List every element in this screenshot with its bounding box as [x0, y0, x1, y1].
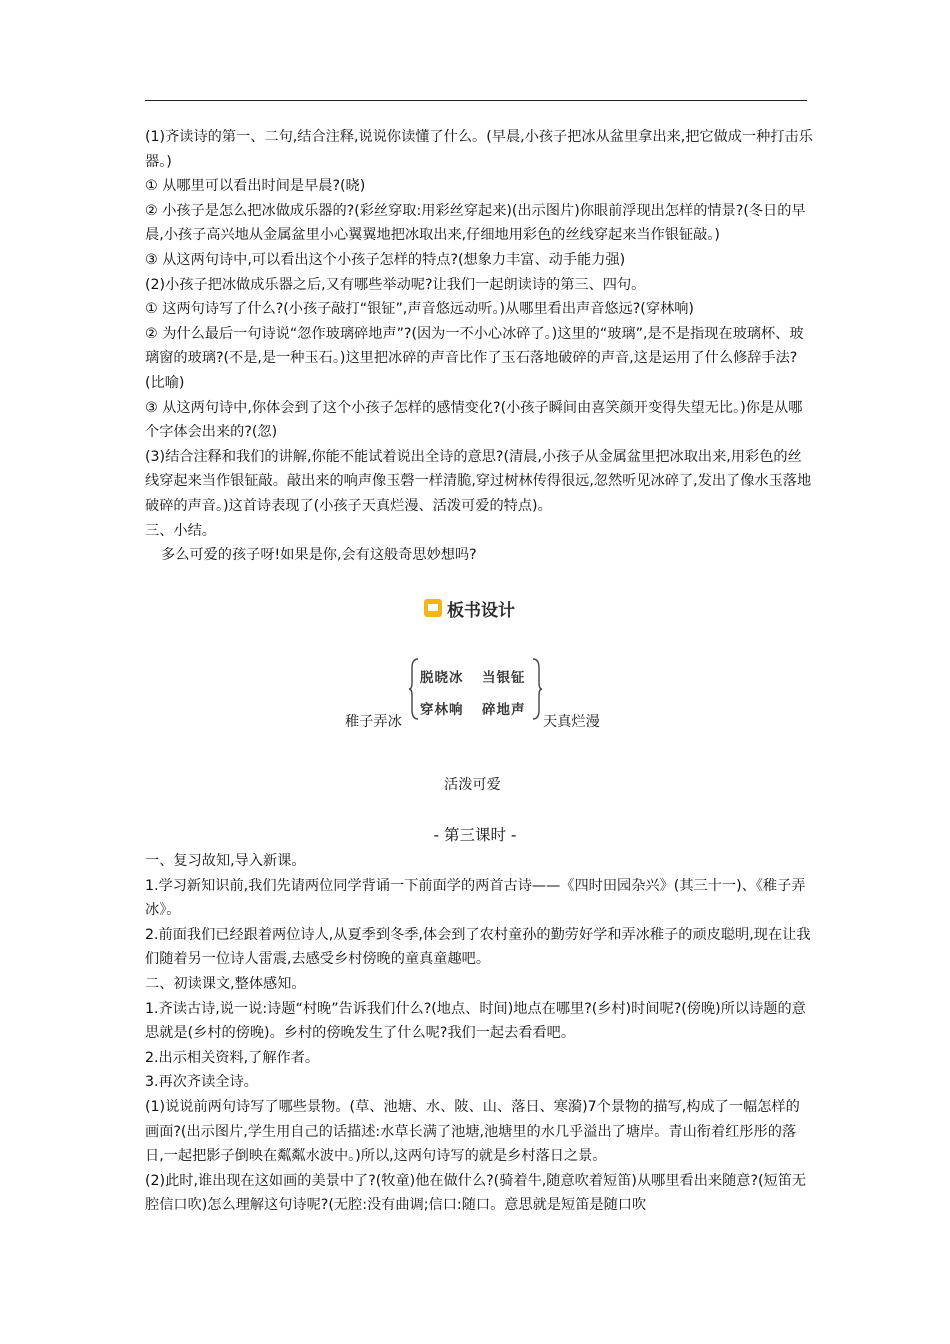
board-left-label: 稚子弄冰: [345, 714, 402, 730]
left-brace-icon: [409, 658, 419, 720]
board-title-text: 板书设计: [447, 600, 515, 621]
paragraph: (1)说说前两句诗写了哪些景物。(草、池塘、水、陂、山、落日、寒漪)7个景物的描写,构成了一幅怎样的画面?(出示图片,学生用自己的话描述:水草长满了池塘,池塘里的水几乎溢出了塘岸。青山衔着红彤彤的落日,一起把影子倒映在粼粼水波中。)所以,这两句诗写的就是乡村落日之景。: [145, 1098, 800, 1165]
section-heading: 二、初读课文,整体感知。: [145, 975, 306, 992]
board-icon: [424, 599, 442, 617]
lesson-text-part2: [145, 849, 813, 1218]
board-right-label: 天真烂漫: [543, 714, 600, 730]
board-design-title: [424, 595, 515, 621]
right-brace-icon: [532, 658, 542, 720]
header-rule: [145, 100, 807, 101]
section-heading: 三、小结。: [145, 522, 216, 539]
paragraph: 1.学习新知识前,我们先请两位同学背诵一下前面学的两首古诗——《四时田园杂兴》(其三十一)、《稚子弄冰》。: [145, 877, 806, 919]
board-bottom-label: 活泼可爱: [444, 777, 501, 793]
paragraph: 2.前面我们已经跟着两位诗人,从夏季到冬季,体会到了农村童孙的勤劳好学和弄冰稚子的顽皮聪明,现在让我们随着另一位诗人雷震,去感受乡村傍晚的童真童趣吧。: [145, 926, 811, 968]
paragraph: 2.出示相关资料,了解作者。: [145, 1049, 320, 1066]
lesson-text-part1: [145, 125, 813, 568]
paragraph: (2)小孩子把冰做成乐器之后,又有哪些举动呢?让我们一起朗读诗的第三、四句。: [145, 276, 646, 293]
lesson-title: - 第三课时 -: [433, 826, 517, 844]
paragraph: ① 从哪里可以看出时间是早晨?(晓): [145, 178, 366, 195]
paragraph: (2)此时,谁出现在这如画的美景中了?(牧童)他在做什么?(骑着牛,随意吹着短笛)从哪里看出来随意?(短笛无腔信口吹)怎么理解这句诗呢?(无腔:没有曲调;信口:随口。意思就是短笛是随口吹: [145, 1172, 807, 1214]
paragraph: ① 这两句诗写了什么?(小孩子敲打“银钲”,声音悠远动听。)从哪里看出声音悠远?(穿林响): [145, 301, 694, 318]
verse-2b: 碎地声: [482, 702, 526, 718]
paragraph: ③ 从这两句诗中,你体会到了这个小孩子怎样的感情变化?(小孩子瞬间由喜笑颜开变得失望无比。)你是从哪个字体会出来的?(忽): [145, 399, 803, 441]
paragraph: 3.再次齐读全诗。: [145, 1074, 258, 1091]
paragraph: (3)结合注释和我们的讲解,你能不能试着说出全诗的意思?(清晨,小孩子从金属盆里把冰取出来,用彩色的丝线穿起来当作银钲敲。敲出来的响声像玉磬一样清脆,穿过树林传得很远,忽然听见冰碎了,发出了像水玉落地破碎的声音。)这首诗表现了(小孩子天真烂漫、活泼可爱的特点)。: [145, 448, 812, 514]
paragraph: 1.齐读古诗,说一说:诗题“村晚”告诉我们什么?(地点、时间)地点在哪里?(乡村)时间呢?(傍晚)所以诗题的意思就是(乡村的傍晚)。乡村的傍晚发生了什么呢?我们一起去看看吧。: [145, 1000, 806, 1042]
paragraph: ③ 从这两句诗中,可以看出这个小孩子怎样的特点?(想象力丰富、动手能力强): [145, 251, 626, 268]
section-heading: 一、复习故知,导入新课。: [145, 853, 306, 869]
paragraph: ② 小孩子是怎么把冰做成乐器的?(彩丝穿取:用彩丝穿起来)(出示图片)你眼前浮现出怎样的情景?(冬日的早晨,小孩子高兴地从金属盆里小心翼翼地把冰取出来,仔细地用彩色的丝线穿起来当作银钲敲。): [145, 202, 806, 244]
paragraph: (1)齐读诗的第一、二句,结合注释,说说你读懂了什么。(早晨,小孩子把冰从盆里拿出来,把它做成一种打击乐器。): [145, 129, 813, 170]
paragraph: 多么可爱的孩子呀!如果是你,会有这般奇思妙想吗?: [161, 547, 477, 564]
verse-1b: 当银钲: [482, 670, 526, 686]
verse-1a: 脱晓冰: [420, 670, 464, 686]
verse-2a: 穿林响: [420, 702, 464, 718]
paragraph: ② 为什么最后一句诗说“忽作玻璃碎地声”?(因为一不小心冰碎了。)这里的“玻璃”,是不是指现在玻璃杯、玻璃窗的玻璃?(不是,是一种玉石。)这里把冰碎的声音比作了玉石落地破碎的声音,这是运用了什么修辞手法?(比喻): [145, 325, 804, 391]
